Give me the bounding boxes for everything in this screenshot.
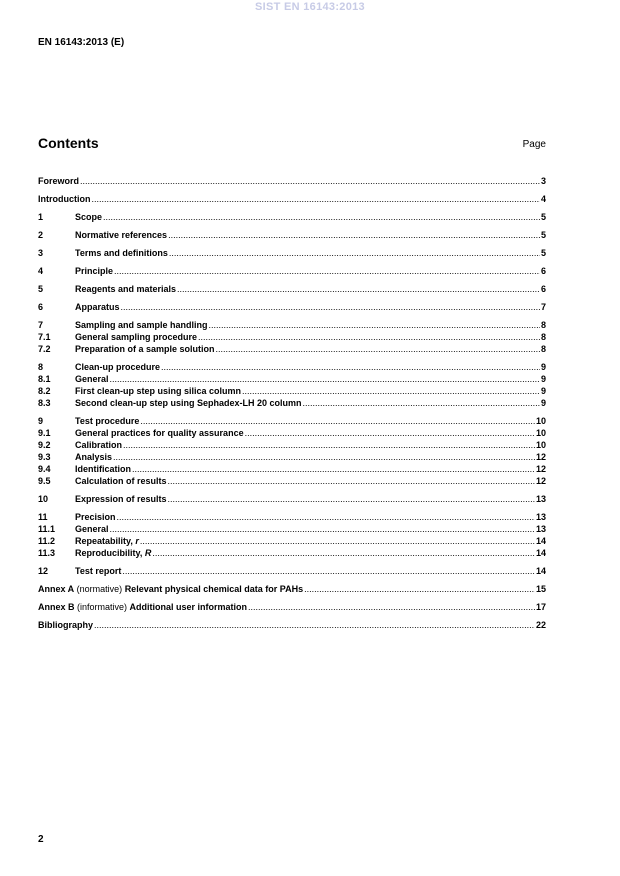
toc-entry-page: 10 <box>535 440 546 450</box>
toc-entry-title <box>75 331 197 343</box>
toc-group <box>38 211 546 223</box>
toc-entry-annex-title: Additional user information <box>129 602 248 612</box>
toc-entry-title-text: Analysis <box>75 452 113 462</box>
table-of-contents <box>38 175 546 637</box>
toc-entry-number: 5 <box>38 284 44 294</box>
toc-entry-page: 13 <box>535 524 546 534</box>
toc-entry-title <box>75 511 116 523</box>
toc-entry-title-text: General <box>75 524 109 534</box>
toc-dot-leader <box>216 343 540 355</box>
toc-entry[interactable] <box>38 301 546 313</box>
toc-entry-page: 9 <box>540 398 546 408</box>
toc-entry-page: 17 <box>535 602 546 612</box>
toc-entry-number: 8.3 <box>38 398 51 408</box>
toc-dot-leader <box>113 451 535 463</box>
toc-entry-title-text: Test procedure <box>75 416 140 426</box>
toc-dot-leader <box>168 229 540 241</box>
toc-entry-title <box>75 343 215 355</box>
toc-entry-page: 14 <box>535 548 546 558</box>
toc-entry-number: 7.1 <box>38 332 51 342</box>
toc-entry-number: 10 <box>38 494 49 504</box>
toc-entry-title-text: Bibliography <box>38 620 94 630</box>
toc-entry-title <box>75 439 122 451</box>
toc-entry-title <box>75 229 167 241</box>
toc-dot-leader <box>168 475 535 487</box>
toc-entry-title <box>75 451 112 463</box>
toc-entry[interactable] <box>38 193 546 205</box>
toc-dot-leader <box>169 247 540 259</box>
toc-group <box>38 319 546 355</box>
toc-dot-leader <box>117 511 535 523</box>
toc-entry-number: 11.2 <box>38 536 56 546</box>
toc-entry-number: 7.2 <box>38 344 51 354</box>
toc-entry[interactable] <box>38 229 546 241</box>
toc-dot-leader <box>248 601 535 613</box>
toc-entry-title <box>75 415 139 427</box>
toc-entry-title <box>38 193 91 205</box>
toc-entry[interactable] <box>38 343 546 355</box>
toc-entry[interactable] <box>38 619 546 631</box>
toc-entry-page: 15 <box>535 584 546 594</box>
toc-entry-title <box>75 247 168 259</box>
toc-entry-page: 9 <box>540 362 546 372</box>
toc-entry-number: 9.2 <box>38 440 51 450</box>
toc-entry-title-text: General sampling procedure <box>75 332 198 342</box>
toc-entry-title <box>75 565 121 577</box>
toc-entry-title-text: Scope <box>75 212 103 222</box>
toc-dot-leader <box>132 463 535 475</box>
toc-entry-page: 12 <box>535 452 546 462</box>
toc-entry-title-text: Annex A <box>38 584 75 594</box>
toc-entry-title <box>75 265 113 277</box>
toc-entry-number: 6 <box>38 302 44 312</box>
toc-entry-title-text: Calculation of results <box>75 476 167 486</box>
toc-entry-title-text: Principle <box>75 266 114 276</box>
toc-entry-page: 3 <box>540 176 546 186</box>
toc-entry-title <box>75 361 160 373</box>
toc-dot-leader <box>168 493 535 505</box>
toc-entry-number: 12 <box>38 566 49 576</box>
toc-dot-leader <box>303 397 540 409</box>
toc-entry-title-text: Foreword <box>38 176 80 186</box>
toc-group <box>38 247 546 259</box>
toc-entry-number: 9.4 <box>38 464 51 474</box>
toc-entry-page: 8 <box>540 332 546 342</box>
toc-entry-number: 8.1 <box>38 374 51 384</box>
toc-entry-title-text: Expression of results <box>75 494 167 504</box>
toc-entry-page: 5 <box>540 248 546 258</box>
page-number: 2 <box>38 834 44 845</box>
toc-entry-number: 11.3 <box>38 548 56 558</box>
document-id: EN 16143:2013 (E) <box>38 37 125 48</box>
toc-entry[interactable] <box>38 415 546 427</box>
toc-entry-title-text: Clean-up procedure <box>75 362 161 372</box>
toc-entry-number: 4 <box>38 266 44 276</box>
toc-entry-page: 4 <box>540 194 546 204</box>
toc-entry-annex-type: (normative) <box>74 584 125 594</box>
toc-dot-leader <box>80 175 540 187</box>
toc-entry[interactable] <box>38 247 546 259</box>
toc-entry-title-text: Test report <box>75 566 122 576</box>
toc-entry[interactable] <box>38 373 546 385</box>
toc-group <box>38 565 546 577</box>
toc-entry-number: 9 <box>38 416 44 426</box>
toc-entry-title-text: Introduction <box>38 194 91 204</box>
toc-entry-title <box>38 175 79 187</box>
toc-entry-title <box>75 397 302 409</box>
toc-entry-page: 10 <box>535 428 546 438</box>
toc-entry[interactable] <box>38 427 546 439</box>
watermark: SIST EN 16143:2013 <box>255 1 365 13</box>
toc-entry-title <box>75 523 109 535</box>
toc-entry-title-text: Calibration <box>75 440 123 450</box>
toc-dot-leader <box>245 427 535 439</box>
page-title: Contents <box>38 135 99 151</box>
toc-entry[interactable] <box>38 397 546 409</box>
toc-dot-leader <box>110 373 540 385</box>
toc-dot-leader <box>122 565 535 577</box>
toc-entry[interactable] <box>38 175 546 187</box>
toc-entry[interactable] <box>38 547 546 559</box>
toc-dot-leader <box>198 331 540 343</box>
toc-dot-leader <box>110 523 535 535</box>
toc-dot-leader <box>103 211 540 223</box>
toc-entry-number: 9.5 <box>38 476 51 486</box>
toc-entry-annex-title: Relevant physical chemical data for PAHs <box>124 584 304 594</box>
toc-entry-title <box>75 463 131 475</box>
toc-entry-page: 5 <box>540 212 546 222</box>
toc-group <box>38 229 546 241</box>
page-column-label: Page <box>522 139 546 150</box>
toc-entry-title <box>38 583 303 595</box>
toc-entry-title-text: Precision <box>75 512 116 522</box>
toc-group <box>38 619 546 631</box>
toc-group <box>38 415 546 487</box>
toc-entry-page: 10 <box>535 416 546 426</box>
toc-dot-leader <box>177 283 540 295</box>
toc-entry[interactable] <box>38 439 546 451</box>
toc-dot-leader <box>152 547 535 559</box>
toc-entry-title-text: Preparation of a sample solution <box>75 344 215 354</box>
toc-entry-title <box>75 211 102 223</box>
toc-entry-page: 13 <box>535 512 546 522</box>
toc-entry-title <box>75 301 120 313</box>
toc-entry-page: 9 <box>540 386 546 396</box>
toc-group <box>38 361 546 409</box>
toc-group <box>38 265 546 277</box>
toc-entry[interactable] <box>38 601 546 613</box>
toc-entry[interactable] <box>38 535 546 547</box>
toc-entry-page: 14 <box>535 566 546 576</box>
toc-dot-leader <box>209 319 540 331</box>
toc-dot-leader <box>94 619 535 631</box>
toc-group <box>38 283 546 295</box>
toc-dot-leader <box>304 583 535 595</box>
toc-entry[interactable] <box>38 523 546 535</box>
toc-dot-leader <box>121 301 540 313</box>
toc-entry[interactable] <box>38 475 546 487</box>
toc-entry-page: 22 <box>535 620 546 630</box>
toc-entry-number: 9.1 <box>38 428 51 438</box>
toc-group <box>38 601 546 613</box>
toc-entry-page: 6 <box>540 284 546 294</box>
toc-dot-leader <box>123 439 535 451</box>
toc-entry-title <box>38 601 247 613</box>
toc-entry[interactable] <box>38 331 546 343</box>
toc-entry[interactable] <box>38 361 546 373</box>
toc-dot-leader <box>140 415 535 427</box>
toc-dot-leader <box>161 361 540 373</box>
toc-entry-page: 7 <box>540 302 546 312</box>
toc-entry-page: 8 <box>540 320 546 330</box>
toc-entry-page: 5 <box>540 230 546 240</box>
toc-entry-title <box>75 319 208 331</box>
toc-entry-number: 3 <box>38 248 44 258</box>
toc-dot-leader <box>114 265 540 277</box>
toc-entry[interactable] <box>38 283 546 295</box>
toc-entry[interactable] <box>38 583 546 595</box>
toc-entry-title <box>75 493 167 505</box>
toc-entry[interactable] <box>38 211 546 223</box>
toc-group <box>38 493 546 505</box>
toc-entry-title-text: Identification <box>75 464 131 474</box>
toc-entry-number: 11 <box>38 512 48 522</box>
statistic-symbol: r <box>135 536 139 546</box>
toc-entry-number: 8.2 <box>38 386 51 396</box>
toc-group <box>38 511 546 559</box>
toc-entry-title-text: Apparatus <box>75 302 120 312</box>
toc-entry-number: 9.3 <box>38 452 51 462</box>
toc-entry[interactable] <box>38 463 546 475</box>
toc-entry-title <box>75 385 241 397</box>
toc-entry-number: 1 <box>38 212 44 222</box>
toc-entry[interactable] <box>38 265 546 277</box>
toc-dot-leader <box>92 193 540 205</box>
toc-entry-title-text: General practices for quality assurance <box>75 428 244 438</box>
toc-entry-title <box>75 475 167 487</box>
toc-entry[interactable] <box>38 319 546 331</box>
toc-entry-title-text: Reagents and materials <box>75 284 177 294</box>
toc-entry-page: 14 <box>535 536 546 546</box>
toc-entry[interactable] <box>38 565 546 577</box>
toc-entry-annex-type: (informative) <box>74 602 130 612</box>
toc-entry-title-text: Sampling and sample handling <box>75 320 208 330</box>
toc-entry-title-text: Reproducibility, R <box>75 548 152 558</box>
toc-entry-title-text: Repeatability, r <box>75 536 139 546</box>
toc-group <box>38 175 546 187</box>
toc-dot-leader <box>242 385 540 397</box>
toc-entry-title-text: General <box>75 374 109 384</box>
toc-entry-title-text: First clean-up step using silica column <box>75 386 242 396</box>
toc-entry-title <box>75 373 109 385</box>
toc-entry-title <box>75 535 139 547</box>
toc-entry-title-text: Normative references <box>75 230 168 240</box>
toc-entry-title <box>38 619 93 631</box>
toc-entry-title <box>75 547 151 559</box>
toc-entry-number: 8 <box>38 362 44 372</box>
toc-entry[interactable] <box>38 511 546 523</box>
toc-entry-title-text: Terms and definitions <box>75 248 168 258</box>
toc-dot-leader <box>140 535 535 547</box>
toc-entry-page: 12 <box>535 476 546 486</box>
toc-entry-title-text: Annex B <box>38 602 75 612</box>
toc-group <box>38 583 546 595</box>
toc-entry[interactable] <box>38 493 546 505</box>
toc-entry[interactable] <box>38 451 546 463</box>
toc-entry-page: 8 <box>540 344 546 354</box>
toc-entry-page: 13 <box>535 494 546 504</box>
toc-entry-number: 7 <box>38 320 44 330</box>
toc-entry-page: 9 <box>540 374 546 384</box>
toc-entry[interactable] <box>38 385 546 397</box>
toc-group <box>38 193 546 205</box>
toc-entry-number: 11.1 <box>38 524 56 534</box>
toc-entry-page: 6 <box>540 266 546 276</box>
toc-entry-page: 12 <box>535 464 546 474</box>
toc-entry-number: 2 <box>38 230 44 240</box>
toc-group <box>38 301 546 313</box>
toc-entry-title-text: Second clean-up step using Sephadex-LH 20 column <box>75 398 302 408</box>
statistic-symbol: R <box>144 548 152 558</box>
toc-entry-title <box>75 283 176 295</box>
toc-entry-title <box>75 427 244 439</box>
